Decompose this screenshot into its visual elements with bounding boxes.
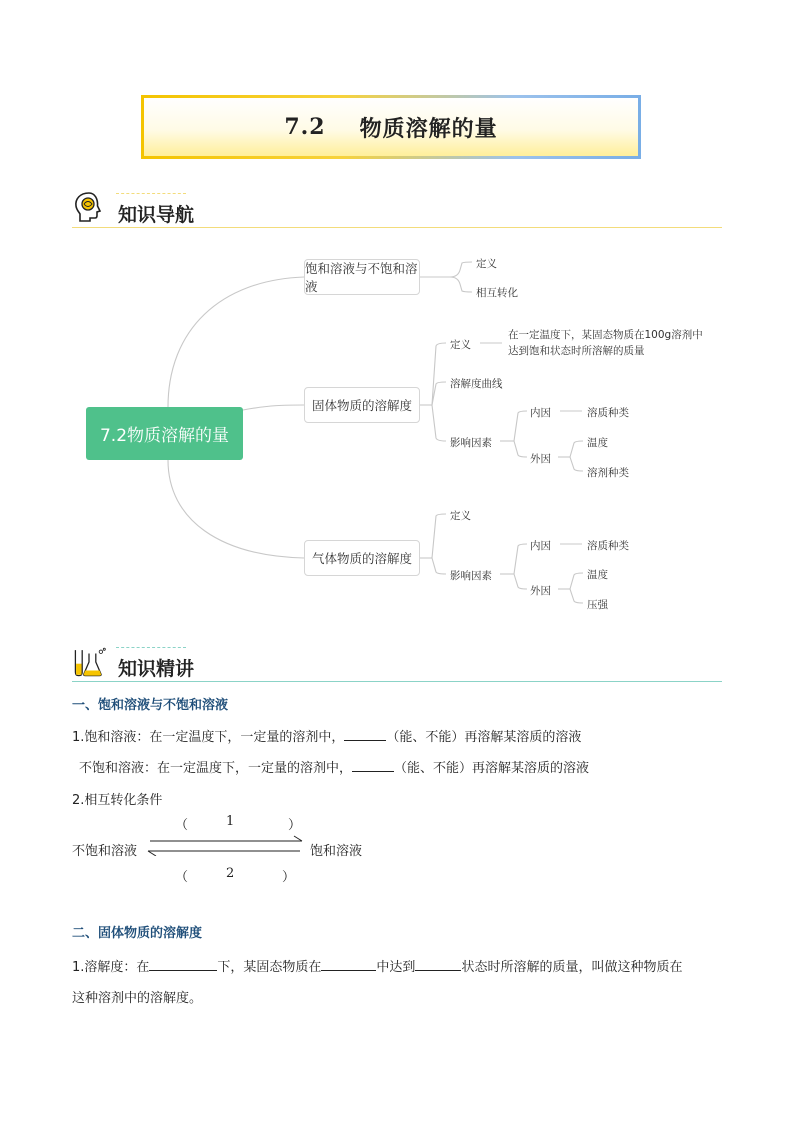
title-text: 物质溶解的量	[359, 116, 498, 142]
mindmap-leaf-solute-type: 溶质种类	[587, 407, 629, 419]
section-header-lecture	[72, 644, 722, 684]
mindmap-leaf-definition: 定义	[450, 339, 471, 351]
mindmap-leaf-internal: 内因	[530, 540, 551, 552]
part2-line2: 这种溶剂中的溶解度。	[72, 991, 203, 1006]
answer-blank	[344, 727, 386, 741]
mindmap-leaf-internal: 内因	[530, 407, 551, 419]
part2-line1: 1.溶解度：在 下，某固态物质在 中达到 状态时所溶解的质量，叫做这种物质在	[72, 956, 682, 975]
part1-heading: 一、饱和溶液与不饱和溶液	[72, 698, 229, 713]
flask-icon	[72, 644, 106, 680]
mindmap-leaf-solute-type: 溶质种类	[587, 540, 629, 552]
title-number: 7.2	[284, 114, 326, 140]
answer-blank	[415, 957, 461, 971]
part1-line3: 2.相互转化条件	[72, 793, 163, 808]
mindmap-leaf-solvent-type: 溶剂种类	[587, 467, 629, 479]
part1-line1: 1.饱和溶液：在一定温度下，一定量的溶剂中， （能、不能）再溶解某溶质的溶液	[72, 726, 581, 745]
mindmap-branch-saturated: 饱和溶液与不饱和溶液	[304, 259, 420, 295]
header-rule	[72, 681, 722, 682]
mindmap-leaf-temperature: 温度	[587, 569, 608, 581]
mindmap-leaf-factors: 影响因素	[450, 570, 492, 582]
mindmap-leaf-conversion: 相互转化	[476, 287, 518, 299]
mindmap-leaf-external: 外因	[530, 453, 551, 465]
condition-1-number: 1	[226, 814, 235, 829]
mindmap-leaf-temperature: 温度	[587, 437, 608, 449]
answer-blank	[321, 957, 376, 971]
condition-1-close: ）	[288, 818, 302, 833]
mindmap-definition-text: 在一定温度下，某固态物质在100g溶剂中 达到饱和状态时所溶解的质量	[508, 329, 703, 357]
condition-2-number: 2	[226, 866, 235, 881]
header-dash	[116, 647, 186, 648]
condition-2-open: （	[175, 870, 189, 885]
conversion-arrows	[144, 834, 306, 856]
mindmap-leaf-definition: 定义	[450, 510, 471, 522]
part1-line2: 不饱和溶液：在一定温度下，一定量的溶剂中， （能、不能）再溶解某溶质的溶液	[79, 757, 589, 776]
section-title: 知识精讲	[118, 658, 195, 680]
answer-blank	[352, 758, 394, 772]
mindmap-root: 7.2物质溶解的量	[86, 407, 243, 460]
section-title: 知识导航	[118, 204, 195, 226]
condition-2-close: ）	[282, 870, 296, 885]
mindmap-branch-solid-solubility: 固体物质的溶解度	[304, 387, 420, 423]
mindmap-branch-gas-solubility: 气体物质的溶解度	[304, 540, 420, 576]
mindmap-leaf-external: 外因	[530, 585, 551, 597]
unsaturated-label: 不饱和溶液	[72, 844, 138, 859]
mindmap-leaf-definition: 定义	[476, 258, 497, 270]
mindmap-leaf-solubility-curve: 溶解度曲线	[450, 378, 503, 390]
part2-heading: 二、固体物质的溶解度	[72, 926, 203, 941]
answer-blank	[149, 957, 217, 971]
saturated-label: 饱和溶液	[310, 844, 363, 859]
mindmap-leaf-factors: 影响因素	[450, 437, 492, 449]
condition-1-open: （	[175, 818, 189, 833]
mindmap-leaf-pressure: 压强	[587, 599, 608, 611]
